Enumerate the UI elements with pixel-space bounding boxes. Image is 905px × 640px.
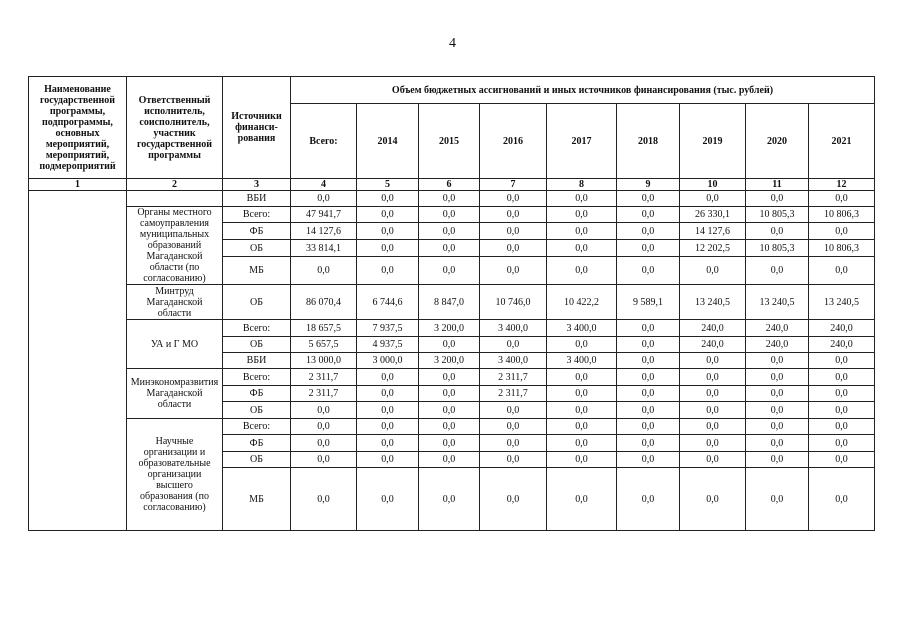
value-cell: 0,0	[547, 452, 617, 468]
value-cell: 5 657,5	[291, 337, 357, 353]
value-cell: 0,0	[419, 191, 480, 207]
value-cell: 0,0	[617, 435, 680, 452]
table-row	[29, 191, 875, 207]
value-cell: 0,0	[291, 402, 357, 419]
value-cell: 0,0	[746, 256, 809, 284]
value-cell: 0,0	[617, 402, 680, 419]
value-cell: 0,0	[680, 419, 746, 435]
column-number: 12	[809, 179, 875, 191]
header-name: Наименование государственной программы, подпрограммы, основных мероприятий, мероприятий, подмероприятий	[29, 77, 127, 179]
value-cell: 0,0	[357, 386, 419, 402]
column-number: 8	[547, 179, 617, 191]
value-cell: 0,0	[547, 468, 617, 531]
value-cell: 0,0	[547, 369, 617, 386]
value-cell: 9 589,1	[617, 285, 680, 320]
value-cell: 8 847,0	[419, 285, 480, 320]
value-cell: 240,0	[809, 337, 875, 353]
executor-science-orgs: Научные организации и образовательные организации высшего образования (по согласованию)	[127, 419, 223, 531]
value-cell: 0,0	[809, 223, 875, 240]
value-cell: 240,0	[680, 337, 746, 353]
page-number: 4	[449, 36, 456, 51]
value-cell: 3 400,0	[480, 320, 547, 337]
value-cell: 0,0	[680, 452, 746, 468]
value-cell: 0,0	[419, 419, 480, 435]
source-cell: ОБ	[223, 402, 291, 419]
header-year: 2018	[617, 104, 680, 179]
header-year: Всего:	[291, 104, 357, 179]
value-cell: 0,0	[746, 191, 809, 207]
header-year: 2016	[480, 104, 547, 179]
value-cell: 86 070,4	[291, 285, 357, 320]
value-cell: 0,0	[357, 435, 419, 452]
value-cell: 0,0	[547, 402, 617, 419]
value-cell: 3 400,0	[547, 320, 617, 337]
value-cell: 0,0	[419, 435, 480, 452]
value-cell: 0,0	[480, 402, 547, 419]
source-cell: ВБИ	[223, 191, 291, 207]
value-cell: 0,0	[746, 386, 809, 402]
value-cell: 0,0	[617, 386, 680, 402]
value-cell: 0,0	[809, 191, 875, 207]
executor-mineconomdev: Минэкономразвития Магаданской области	[127, 369, 223, 419]
value-cell: 10 806,3	[809, 240, 875, 256]
column-number: 1	[29, 179, 127, 191]
value-cell: 0,0	[547, 223, 617, 240]
value-cell: 0,0	[617, 240, 680, 256]
source-cell: Всего:	[223, 419, 291, 435]
source-cell: ФБ	[223, 435, 291, 452]
value-cell: 0,0	[547, 207, 617, 223]
executor-municipal: Органы местного самоуправления муниципальных образований Магаданской области (по согласованию)	[127, 207, 223, 285]
value-cell: 0,0	[419, 452, 480, 468]
value-cell: 2 311,7	[480, 369, 547, 386]
value-cell: 0,0	[617, 419, 680, 435]
value-cell: 0,0	[617, 337, 680, 353]
source-cell: МБ	[223, 468, 291, 531]
value-cell: 0,0	[357, 207, 419, 223]
value-cell: 0,0	[809, 468, 875, 531]
value-cell: 0,0	[617, 256, 680, 284]
value-cell: 6 744,6	[357, 285, 419, 320]
financing-table	[28, 76, 875, 531]
value-cell: 0,0	[746, 468, 809, 531]
executor-mintrud: Минтруд Магаданской области	[127, 285, 223, 320]
value-cell: 0,0	[547, 386, 617, 402]
table-row	[29, 207, 875, 223]
value-cell: 240,0	[746, 320, 809, 337]
header-year: 2021	[809, 104, 875, 179]
column-number: 2	[127, 179, 223, 191]
column-number: 7	[480, 179, 547, 191]
value-cell: 0,0	[357, 468, 419, 531]
value-cell: 0,0	[547, 256, 617, 284]
value-cell: 0,0	[746, 452, 809, 468]
value-cell: 240,0	[809, 320, 875, 337]
value-cell: 13 240,5	[680, 285, 746, 320]
value-cell: 0,0	[680, 191, 746, 207]
value-cell: 0,0	[480, 223, 547, 240]
value-cell: 0,0	[617, 207, 680, 223]
value-cell: 0,0	[480, 468, 547, 531]
value-cell: 0,0	[480, 207, 547, 223]
value-cell: 0,0	[480, 191, 547, 207]
value-cell: 0,0	[547, 337, 617, 353]
source-cell: Всего:	[223, 207, 291, 223]
value-cell: 10 422,2	[547, 285, 617, 320]
source-cell: ФБ	[223, 223, 291, 240]
value-cell: 0,0	[680, 353, 746, 369]
value-cell: 0,0	[480, 240, 547, 256]
value-cell: 0,0	[419, 256, 480, 284]
value-cell: 0,0	[680, 386, 746, 402]
value-cell: 13 240,5	[746, 285, 809, 320]
source-cell: ОБ	[223, 337, 291, 353]
value-cell: 0,0	[480, 256, 547, 284]
value-cell: 0,0	[291, 468, 357, 531]
source-cell: ОБ	[223, 240, 291, 256]
header-year: 2014	[357, 104, 419, 179]
table-row	[29, 285, 875, 320]
value-cell: 0,0	[357, 369, 419, 386]
column-number: 9	[617, 179, 680, 191]
table-row	[29, 419, 875, 435]
value-cell: 0,0	[746, 369, 809, 386]
source-cell: Всего:	[223, 320, 291, 337]
value-cell: 0,0	[746, 402, 809, 419]
value-cell: 47 941,7	[291, 207, 357, 223]
value-cell: 0,0	[617, 353, 680, 369]
value-cell: 0,0	[291, 419, 357, 435]
value-cell: 0,0	[419, 386, 480, 402]
column-number: 5	[357, 179, 419, 191]
value-cell: 0,0	[419, 207, 480, 223]
value-cell: 240,0	[680, 320, 746, 337]
value-cell: 0,0	[809, 452, 875, 468]
value-cell: 0,0	[357, 402, 419, 419]
value-cell: 0,0	[809, 402, 875, 419]
value-cell: 0,0	[809, 353, 875, 369]
value-cell: 0,0	[291, 435, 357, 452]
value-cell: 3 400,0	[480, 353, 547, 369]
value-cell: 13 240,5	[809, 285, 875, 320]
value-cell: 0,0	[291, 256, 357, 284]
value-cell: 0,0	[809, 419, 875, 435]
value-cell: 240,0	[746, 337, 809, 353]
source-cell: ОБ	[223, 452, 291, 468]
value-cell: 0,0	[680, 468, 746, 531]
value-cell: 0,0	[480, 419, 547, 435]
value-cell: 26 330,1	[680, 207, 746, 223]
header-year: 2017	[547, 104, 617, 179]
value-cell: 0,0	[357, 452, 419, 468]
value-cell: 3 200,0	[419, 320, 480, 337]
table-row	[29, 369, 875, 386]
header-sources: Источники финанси-рования	[223, 77, 291, 179]
value-cell: 13 000,0	[291, 353, 357, 369]
value-cell: 0,0	[357, 191, 419, 207]
value-cell: 0,0	[809, 435, 875, 452]
value-cell: 14 127,6	[291, 223, 357, 240]
value-cell: 0,0	[617, 369, 680, 386]
value-cell: 10 746,0	[480, 285, 547, 320]
value-cell: 0,0	[617, 320, 680, 337]
value-cell: 0,0	[680, 369, 746, 386]
header-year: 2019	[680, 104, 746, 179]
value-cell: 14 127,6	[680, 223, 746, 240]
value-cell: 0,0	[746, 353, 809, 369]
value-cell: 0,0	[480, 452, 547, 468]
value-cell: 3 000,0	[357, 353, 419, 369]
value-cell: 0,0	[547, 435, 617, 452]
value-cell: 0,0	[547, 191, 617, 207]
value-cell: 0,0	[680, 435, 746, 452]
value-cell: 2 311,7	[480, 386, 547, 402]
value-cell: 0,0	[419, 240, 480, 256]
value-cell: 0,0	[419, 369, 480, 386]
value-cell: 0,0	[480, 435, 547, 452]
value-cell: 0,0	[419, 402, 480, 419]
value-cell: 0,0	[357, 240, 419, 256]
value-cell: 0,0	[746, 435, 809, 452]
value-cell: 0,0	[680, 256, 746, 284]
value-cell: 0,0	[617, 452, 680, 468]
value-cell: 10 806,3	[809, 207, 875, 223]
source-cell: Всего:	[223, 369, 291, 386]
value-cell: 4 937,5	[357, 337, 419, 353]
column-number: 3	[223, 179, 291, 191]
value-cell: 0,0	[617, 223, 680, 240]
header-year: 2015	[419, 104, 480, 179]
column-number: 4	[291, 179, 357, 191]
value-cell: 0,0	[746, 419, 809, 435]
table-row	[29, 320, 875, 337]
executor-ua-gmo: УА и Г МО	[127, 320, 223, 369]
value-cell: 18 657,5	[291, 320, 357, 337]
value-cell: 0,0	[746, 223, 809, 240]
value-cell: 2 311,7	[291, 369, 357, 386]
value-cell: 10 805,3	[746, 207, 809, 223]
value-cell: 3 400,0	[547, 353, 617, 369]
value-cell: 0,0	[809, 256, 875, 284]
value-cell: 33 814,1	[291, 240, 357, 256]
source-cell: ВБИ	[223, 353, 291, 369]
column-number: 10	[680, 179, 746, 191]
value-cell: 0,0	[419, 223, 480, 240]
value-cell: 2 311,7	[291, 386, 357, 402]
source-cell: ФБ	[223, 386, 291, 402]
header-year: 2020	[746, 104, 809, 179]
value-cell: 0,0	[809, 369, 875, 386]
column-number: 6	[419, 179, 480, 191]
executor-cell	[127, 191, 223, 207]
value-cell: 0,0	[357, 223, 419, 240]
source-cell: МБ	[223, 256, 291, 284]
value-cell: 0,0	[419, 468, 480, 531]
value-cell: 0,0	[480, 337, 547, 353]
value-cell: 0,0	[357, 419, 419, 435]
value-cell: 3 200,0	[419, 353, 480, 369]
value-cell: 0,0	[617, 468, 680, 531]
value-cell: 0,0	[547, 240, 617, 256]
header-executor: Ответственный исполнитель, соисполнитель, участник государственной программы	[127, 77, 223, 179]
value-cell: 0,0	[291, 452, 357, 468]
header-budget-group: Объем бюджетных ассигнований и иных источников финансирования (тыс. рублей)	[291, 77, 875, 104]
value-cell: 0,0	[547, 419, 617, 435]
value-cell: 0,0	[357, 256, 419, 284]
value-cell: 0,0	[680, 402, 746, 419]
value-cell: 10 805,3	[746, 240, 809, 256]
value-cell: 7 937,5	[357, 320, 419, 337]
value-cell: 0,0	[419, 337, 480, 353]
column-number: 11	[746, 179, 809, 191]
program-name-cell	[29, 191, 127, 531]
value-cell: 0,0	[809, 386, 875, 402]
source-cell: ОБ	[223, 285, 291, 320]
value-cell: 0,0	[617, 191, 680, 207]
value-cell: 0,0	[291, 191, 357, 207]
value-cell: 12 202,5	[680, 240, 746, 256]
